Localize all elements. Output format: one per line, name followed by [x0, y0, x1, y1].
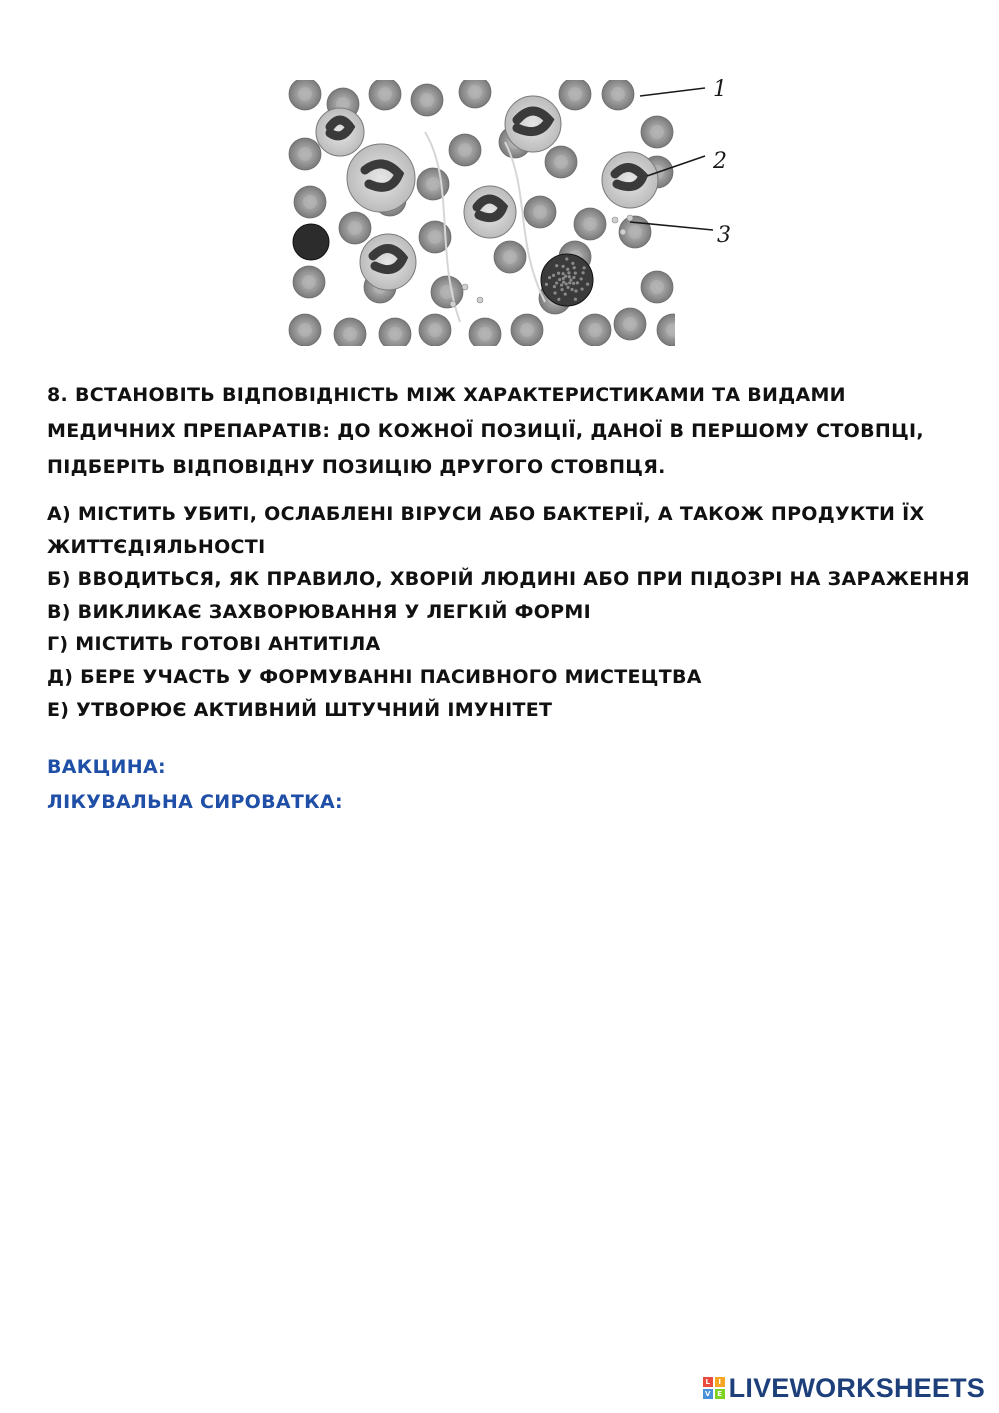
granule [560, 283, 563, 286]
red-blood-cell-center [388, 327, 402, 341]
option-c: В) ВИКЛИКАЄ ЗАХВОРЮВАННЯ У ЛЕГКІЙ ФОРМІ [47, 600, 591, 623]
callout-number-1: 1 [713, 77, 727, 102]
red-blood-cell-center [428, 230, 442, 244]
granule [570, 288, 573, 291]
platelet [612, 217, 618, 223]
red-blood-cell-center [478, 327, 492, 341]
live-logo-icon [703, 1377, 725, 1399]
granule [555, 281, 558, 284]
granule [545, 283, 548, 286]
callout-number-3: 3 [717, 223, 731, 248]
red-blood-cell-center [650, 280, 664, 294]
serum-answer-label[interactable]: ЛІКУВАЛЬНА СИРОВАТКА: [47, 791, 343, 813]
granule [574, 272, 577, 275]
granule [560, 288, 563, 291]
red-blood-cell-center [458, 143, 472, 157]
red-blood-cell-center [520, 323, 534, 337]
red-blood-cell-center [298, 87, 312, 101]
granule [580, 277, 583, 280]
white-blood-cell [360, 234, 416, 290]
option-d: Г) МІСТИТЬ ГОТОВІ АНТИТІЛА [47, 633, 381, 656]
granule [552, 274, 555, 277]
red-blood-cell-center [583, 217, 597, 231]
red-blood-cell-center [628, 225, 642, 239]
white-blood-cell [464, 186, 516, 238]
red-blood-cell-center [554, 155, 568, 169]
granule [566, 268, 569, 271]
red-blood-cell-center [568, 87, 582, 101]
red-blood-cell-center [611, 87, 625, 101]
red-blood-cell-center [298, 147, 312, 161]
microscope-field [289, 76, 689, 350]
granule [580, 287, 583, 290]
platelet [477, 297, 483, 303]
answer-section [47, 750, 343, 820]
granule [561, 265, 564, 268]
basophil [541, 254, 593, 306]
options-list [47, 498, 970, 726]
platelet [462, 284, 468, 290]
granule [583, 266, 586, 269]
granule [553, 291, 556, 294]
granule [564, 292, 567, 295]
red-blood-cell-center [426, 177, 440, 191]
brand-name: LIVEWORKSHEETS [728, 1372, 985, 1403]
granule [568, 281, 571, 284]
red-blood-cell-center [343, 327, 357, 341]
option-b: Б) ВВОДИТЬСЯ, ЯК ПРАВИЛО, ХВОРІЙ ЛЮДИНІ АБО ПРИ ПІДОЗРІ НА ЗАРАЖЕННЯ [47, 568, 970, 591]
blood-cells-figure [285, 72, 745, 350]
granule [553, 285, 556, 288]
red-blood-cell-center [420, 93, 434, 107]
white-blood-cell [505, 96, 561, 152]
granule [567, 271, 570, 274]
granule [586, 282, 589, 285]
platelet [627, 215, 633, 221]
red-blood-cell-center [348, 221, 362, 235]
granule [548, 276, 551, 279]
red-blood-cell-center [533, 205, 547, 219]
red-blood-cell-center [302, 275, 316, 289]
option-a-continued: ЖИТТЄДІЯЛЬНОСТІ [47, 535, 266, 558]
granule [576, 281, 579, 284]
granule [557, 298, 560, 301]
lymphocyte [293, 224, 329, 260]
granule [571, 262, 574, 265]
granule [562, 272, 565, 275]
logo-letter: E [715, 1389, 725, 1399]
callout-number-2: 2 [713, 149, 727, 174]
granule [568, 275, 571, 278]
granule [562, 281, 565, 284]
logo-letter: L [703, 1377, 713, 1387]
red-blood-cell-center [303, 195, 317, 209]
granule [581, 271, 584, 274]
logo-letter: I [715, 1377, 725, 1387]
option-a: А) МІСТИТЬ УБИТІ, ОСЛАБЛЕНІ ВІРУСИ АБО БАКТЕРІЇ, А ТАКОЖ ПРОДУКТИ ЇХ [47, 503, 925, 525]
granule [572, 276, 575, 279]
callout-line [640, 88, 705, 96]
granule [555, 264, 558, 267]
granule [574, 298, 577, 301]
logo-letter: V [703, 1389, 713, 1399]
red-blood-cell-center [666, 323, 680, 337]
granule [574, 289, 577, 292]
white-blood-cell [602, 152, 658, 208]
granule [558, 278, 561, 281]
red-blood-cell-center [588, 323, 602, 337]
red-blood-cell-center [468, 85, 482, 99]
option-e: Д) БЕРЕ УЧАСТЬ У ФОРМУВАННІ ПАСИВНОГО МИСТЕЦТВА [47, 665, 702, 688]
granule [565, 257, 568, 260]
white-blood-cell [347, 144, 415, 212]
question-text: 8. ВСТАНОВІТЬ ВІДПОВІДНІСТЬ МІЖ ХАРАКТЕРИСТИКАМИ ТА ВИДАМИ МЕДИЧНИХ ПРЕПАРАТІВ: ДО КОЖНОЇ ПОЗИЦІЇ, ДАНОЇ В ПЕРШОМУ СТОВПЦІ, ПІДБЕРІТЬ ВІДПОВІДНУ ПОЗИЦІЮ ДРУГОГО СТОВПЦЯ. [47, 384, 924, 478]
option-f: Е) УТВОРЮЄ АКТИВНИЙ ШТУЧНИЙ ІМУНІТЕТ [47, 698, 553, 721]
red-blood-cell-center [298, 323, 312, 337]
red-blood-cell-center [378, 87, 392, 101]
granule [566, 286, 569, 289]
red-blood-cell-center [503, 250, 517, 264]
red-blood-cell-center [623, 317, 637, 331]
footer-logo[interactable] [703, 1371, 985, 1405]
platelet [620, 229, 626, 235]
granule [557, 272, 560, 275]
granule [573, 266, 576, 269]
granule [565, 282, 568, 285]
granule [564, 275, 567, 278]
red-blood-cell-center [650, 125, 664, 139]
granule [569, 278, 572, 281]
platelet [450, 301, 456, 307]
granule [572, 282, 575, 285]
vaccine-answer-label[interactable]: ВАКЦИНА: [47, 756, 166, 778]
red-blood-cell-center [428, 323, 442, 337]
